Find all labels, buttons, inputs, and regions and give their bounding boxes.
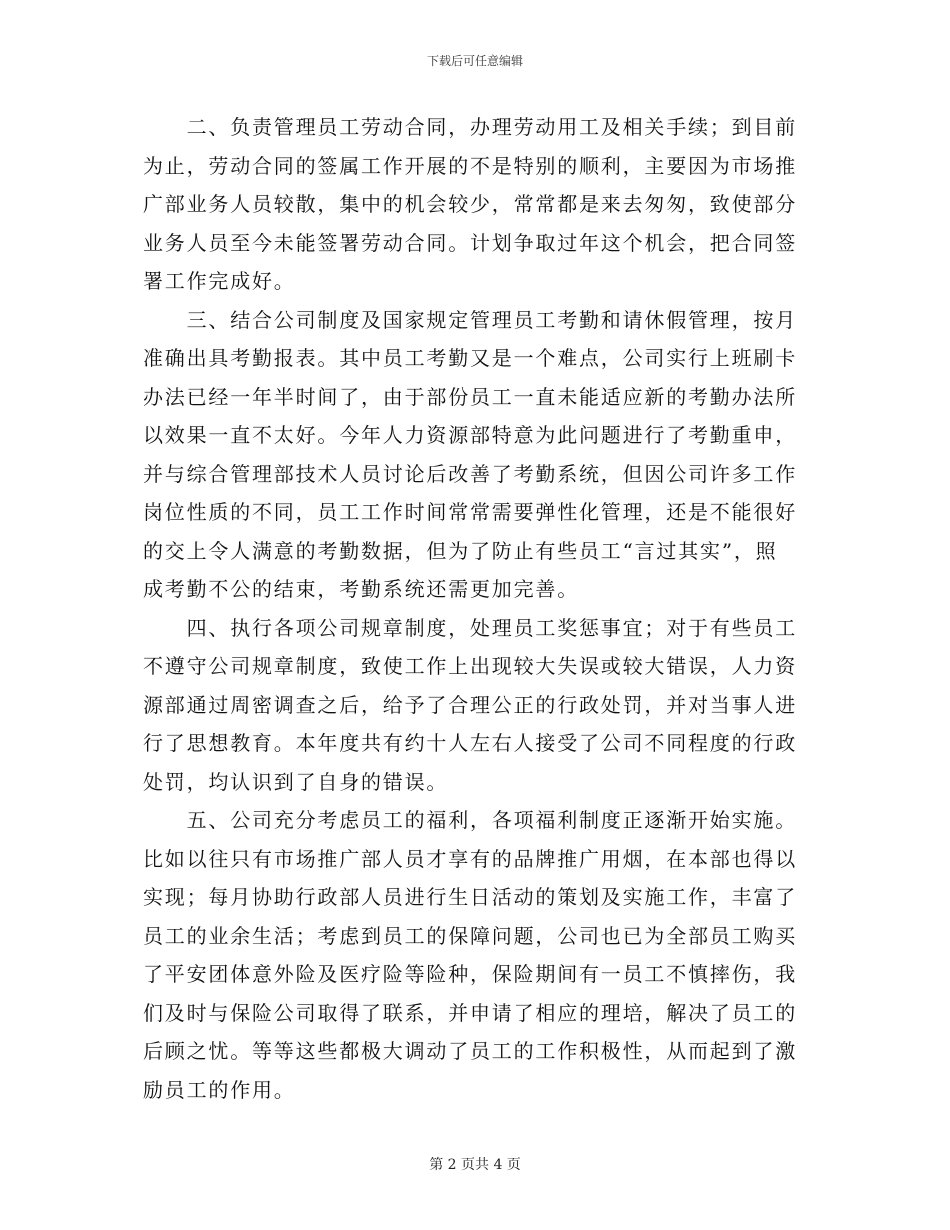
header-note: 下载后可任意编辑 <box>426 54 523 68</box>
paragraph-5 <box>143 801 807 1109</box>
text-line: 后顾之忧。等等这些都极大调动了员工的工作积极性，从而起到了激 <box>143 1039 797 1063</box>
text-line: 处罚，均认识到了自身的错误。 <box>143 769 449 794</box>
text-line: 为止，劳动合同的签属工作开展的不是特别的顺利，主要因为市场推 <box>143 153 797 178</box>
text-line: 源部通过周密调查之后，给予了合理公正的行政处罚，并对当事人进 <box>143 692 797 717</box>
text-line: 实现；每月协助行政部人员进行生日活动的策划及实施工作，丰富了 <box>143 885 797 909</box>
page-number: 第 2 页共 4 页 <box>429 1157 521 1173</box>
text-line: 励员工的作用。 <box>143 1077 296 1102</box>
text-line: 并与综合管理部技术人员讨论后改善了考勤系统，但因公司许多工作 <box>143 461 797 486</box>
text-line: 二、负责管理员工劳动合同，办理劳动用工及相关手续；到目前 <box>143 115 797 139</box>
text-line: 员工的业余生活；考虑到员工的保障问题，公司也已为全部员工购买 <box>143 923 797 948</box>
text-line: 岗位性质的不同，员工工作时间常常需要弹性化管理，还是不能很好 <box>143 500 797 524</box>
text-line: 比如以往只有市场推广部人员才享有的品牌推广用烟，在本部也得以 <box>143 846 797 871</box>
text-line: 广部业务人员较散，集中的机会较少，常常都是来去匆匆，致使部分 <box>143 192 797 216</box>
paragraph-4 <box>143 609 807 802</box>
text-line: 不遵守公司规章制度，致使工作上出现较大失误或较大错误，人力资 <box>143 654 797 678</box>
text-line: 准确出具考勤报表。其中员工考勤又是一个难点，公司实行上班刷卡 <box>143 346 797 370</box>
paragraph-3 <box>143 301 807 609</box>
document-body <box>143 108 807 1109</box>
text-line: 办法已经一年半时间了，由于部份员工一直未能适应新的考勤办法所 <box>143 384 797 409</box>
text-line: 了平安团体意外险及医疗险等险种，保险期间有一员工不慎摔伤，我 <box>143 962 797 986</box>
text-line: 四、执行各项公司规章制度，处理员工奖惩事宜；对于有些员工 <box>143 615 797 640</box>
text-line: 五、公司充分考虑员工的福利，各项福利制度正逐渐开始实施。 <box>143 808 797 832</box>
text-line: 的交上令人满意的考勤数据，但为了防止有些员工“言过其实”，照 <box>143 538 778 563</box>
text-line: 们及时与保险公司取得了联系，并申请了相应的理培，解决了员工的 <box>143 1000 797 1025</box>
paragraph-2 <box>143 108 807 301</box>
text-line: 成考勤不公的结束，考勤系统还需更加完善。 <box>143 577 579 601</box>
text-line: 以效果一直不太好。今年人力资源部特意为此问题进行了考勤重申， <box>143 423 797 447</box>
text-line: 业务人员至今未能签署劳动合同。计划争取过年这个机会，把合同签 <box>143 230 797 255</box>
text-line: 行了思想教育。本年度共有约十人左右人接受了公司不同程度的行政 <box>143 731 797 755</box>
text-line: 署工作完成好。 <box>143 269 296 293</box>
text-line: 三、结合公司制度及国家规定管理员工考勤和请休假管理，按月 <box>143 307 797 332</box>
